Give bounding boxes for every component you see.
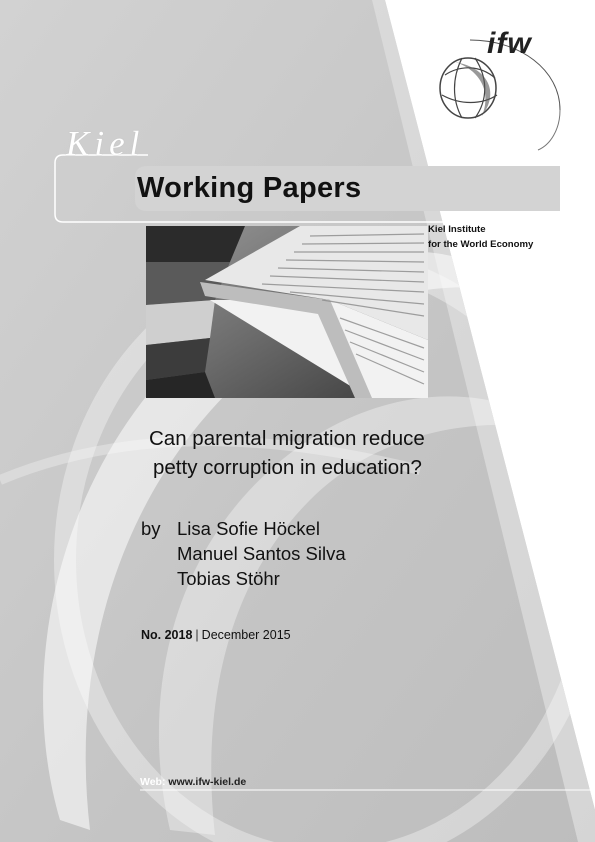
- paper-title-line-1: Can parental migration reduce: [149, 427, 425, 450]
- institute-line-2: for the World Economy: [428, 239, 534, 250]
- paper-number: No. 2018: [141, 628, 193, 642]
- author-1: Lisa Sofie Höckel: [177, 518, 320, 539]
- web-label: Web:: [140, 776, 166, 788]
- author-3: Tobias Stöhr: [177, 568, 280, 589]
- institute-name: [428, 222, 533, 252]
- author-2: Manuel Santos Silva: [177, 543, 346, 564]
- issue-info: [141, 628, 291, 642]
- ifw-logo-text: ifw: [487, 27, 532, 60]
- web-url-link[interactable]: www.ifw-kiel.de: [168, 776, 247, 788]
- series-name: Kiel: [66, 124, 145, 163]
- by-label: by: [141, 518, 161, 539]
- issue-separator: |: [195, 628, 199, 642]
- institute-line-1: Kiel Institute: [428, 224, 486, 235]
- book-photo: [146, 226, 428, 398]
- paper-title-line-2: petty corruption in education?: [153, 456, 422, 479]
- series-banner-title: Working Papers: [137, 172, 362, 204]
- paper-title: [149, 424, 425, 482]
- author-list: [177, 516, 346, 591]
- footer-web: [140, 776, 246, 788]
- paper-date: December 2015: [201, 628, 291, 642]
